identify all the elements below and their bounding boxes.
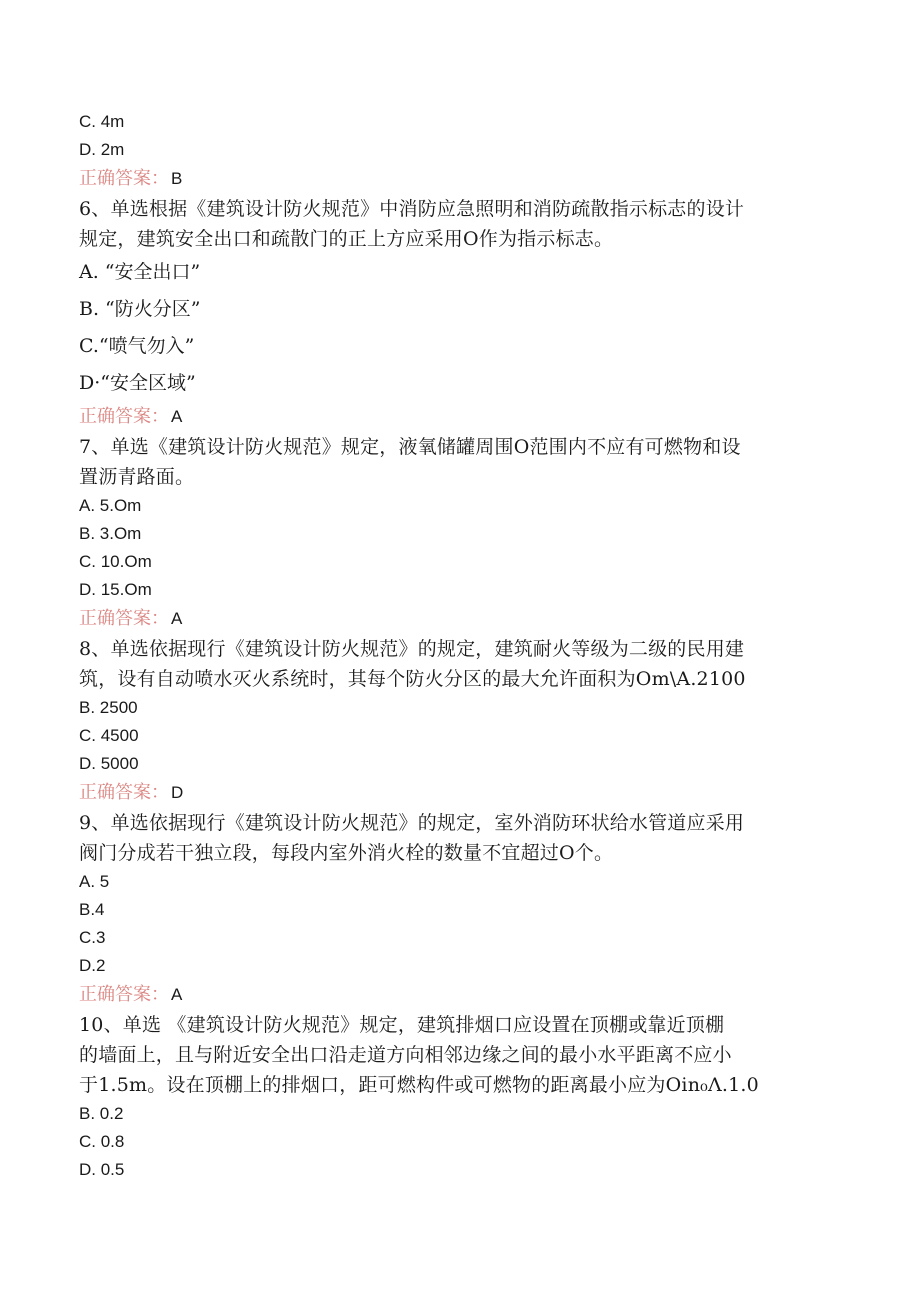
correct-answer-line — [79, 164, 839, 194]
answer-option: C. 10.Om — [79, 552, 152, 571]
answer-option: C. 0.8 — [79, 1132, 125, 1151]
answer-label: 正确答案： — [79, 782, 169, 803]
answer-option: D. 15.Om — [79, 580, 152, 599]
answer-option: B. 3.Om — [79, 524, 142, 543]
question-text-line: 的墙面上，且与附近安全出口沿走道方向相邻边缘之间的最小水平距离不应小 — [79, 1044, 732, 1066]
answer-value: A — [171, 407, 183, 426]
correct-answer-line — [79, 778, 839, 808]
correct-answer-line — [79, 980, 839, 1010]
answer-label: 正确答案： — [79, 984, 169, 1005]
answer-label: 正确答案： — [79, 608, 169, 629]
answer-option: D·“安全区域” — [79, 372, 196, 394]
answer-value: A — [171, 609, 183, 628]
question-text-line: 置沥青路面。 — [79, 466, 195, 488]
answer-option: A. 5.Om — [79, 496, 142, 515]
answer-option: C.“喷气勿入” — [79, 335, 195, 357]
answer-label: 正确答案： — [79, 406, 169, 427]
answer-option: B.4 — [79, 900, 105, 919]
answer-value: A — [171, 985, 183, 1004]
answer-value: D — [171, 783, 184, 802]
question-text-line: 筑，设有自动喷水灭火系统时，其每个防火分区的最大允许面积为Om\A.2100 — [79, 668, 746, 690]
answer-label: 正确答案： — [79, 168, 169, 189]
question-text-line: 阀门分成若干独立段，每段内室外消火栓的数量不宜超过O个。 — [79, 842, 614, 864]
question-text-line: 6、单选根据《建筑设计防火规范》中消防应急照明和消防疏散指示标志的设计 — [79, 198, 745, 220]
answer-option: D. 0.5 — [79, 1160, 125, 1179]
question-text-line: 10、单选 《建筑设计防火规范》规定，建筑排烟口应设置在顶棚或靠近顶棚 — [79, 1014, 725, 1036]
answer-value: B — [171, 169, 183, 188]
correct-answer-line — [79, 604, 839, 634]
question-text-line: 于1.5m。设在顶棚上的排烟口，距可燃构件或可燃物的距离最小应为Oin₀Λ.1.0 — [79, 1074, 759, 1096]
answer-option: C. 4500 — [79, 726, 139, 745]
answer-option: D. 5000 — [79, 754, 139, 773]
question-text-line: 9、单选依据现行《建筑设计防火规范》的规定，室外消防环状给水管道应采用 — [79, 812, 745, 834]
answer-option: B. 0.2 — [79, 1104, 124, 1123]
answer-option: A. “安全出口” — [79, 261, 201, 283]
answer-option: D. 2m — [79, 140, 125, 159]
answer-option: B. 2500 — [79, 698, 138, 717]
document-page — [79, 108, 839, 1184]
question-text-line: 规定，建筑安全出口和疏散门的正上方应采用O作为指示标志。 — [79, 228, 614, 250]
answer-option: B. “防火分区” — [79, 298, 201, 320]
answer-option: C. 4m — [79, 112, 125, 131]
answer-option: C.3 — [79, 928, 106, 947]
answer-option: A. 5 — [79, 872, 110, 891]
answer-option: D.2 — [79, 956, 106, 975]
correct-answer-line — [79, 402, 839, 432]
question-text-line: 8、单选依据现行《建筑设计防火规范》的规定，建筑耐火等级为二级的民用建 — [79, 638, 745, 660]
question-text-line: 7、单选《建筑设计防火规范》规定，液氧储罐周围O范围内不应有可燃物和设 — [79, 436, 741, 458]
